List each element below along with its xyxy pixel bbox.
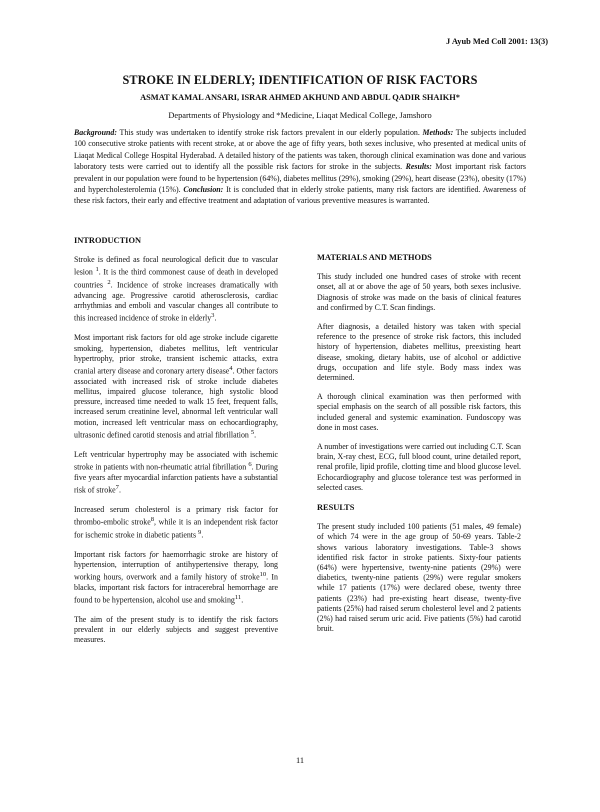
reference-5: 5 xyxy=(250,428,255,436)
text-run: . xyxy=(118,485,121,495)
reference-11: 11 xyxy=(234,593,242,601)
reference-8: 8 xyxy=(150,515,155,523)
text-run: . During five years after myocardial infarction patients have a substantial risk of stroke xyxy=(74,462,278,495)
abstract-background: This study was undertaken to identify stroke risk factors prevalent in our elderly population. xyxy=(116,128,423,137)
text-run: . xyxy=(214,314,217,324)
methods-paragraph-4: A number of investigations were carried out including C.T. Scan brain, X-ray chest, ECG, full blood count, urine detailed report, renal profile, lipid profile, clotting time and blood glucose level. Echocardiography and glucose tolerance test was performed in selected cases. xyxy=(317,442,521,492)
reference-1: 1 xyxy=(95,266,99,274)
reference-6: 6 xyxy=(248,460,252,468)
text-run: Most important risk factors for old age stroke include cigarette smoking, hypertension, diabetes mellitus, left ventricular hypertrophy, prior stroke, transient ischemic attacks, extra cranial artery disease and coronary artery disease xyxy=(74,333,278,376)
abstract-conclusion-label: Conclusion: xyxy=(183,185,224,195)
left-column xyxy=(74,236,278,654)
page-number: 11 xyxy=(295,756,305,765)
text-run: . xyxy=(241,595,244,605)
results-paragraph-1: The present study included 100 patients (51 males, 49 female) of which 74 were in the age group of 50-69 years. Table-2 shows various laboratory investigations. Table-3 shows identified risk factor in stroke patients. Sixty-four patients (64%) were hypertensive, twenty-nine patients (29%) were diabetics, twenty-nine patients (29%) were regular smokers while 17 patients (17%) were declared obese, twenty three patients (23%) had pre-existing heart disease, twenty-five patients (25%) had raised serum cholesterol level and 2 patients (2%) had raised serum uric acid. Five patients (5%) had carotid bruit. xyxy=(317,522,521,634)
intro-paragraph-4 xyxy=(74,505,278,541)
abstract-methods-label: Methods: xyxy=(422,128,454,137)
journal-citation: J Ayub Med Coll 2001: 13(3) xyxy=(446,37,548,46)
reference-2: 2 xyxy=(107,279,111,287)
text-run: . Other factors associated with increased risk of stroke include diabetes mellitus, impaired glucose tolerance, high systolic blood pressure, increased time needed to walk 15 feet, frequent falls, increased serum creatinine level, abnormal left ventricular wall motion, increased left ventricular mass on echocardiography, ultrasonic defined carotid stenosis and atrial fibrillation xyxy=(74,366,278,440)
reference-9: 9 xyxy=(198,528,202,536)
text-run: . xyxy=(254,430,257,440)
article-title: STROKE IN ELDERLY; IDENTIFICATION OF RISK FACTORS xyxy=(122,73,478,87)
text-run: Increased serum cholesterol is a primary risk factor for thrombo-embolic stroke xyxy=(74,504,278,527)
right-column xyxy=(317,253,521,644)
reference-10: 10 xyxy=(259,570,267,578)
intro-paragraph-5 xyxy=(74,550,278,606)
intro-paragraph-6: The aim of the present study is to identify the risk factors prevalent in our elderly subjects and suggest preventive measures. xyxy=(74,614,278,645)
text-run: , while it is an independent risk factor for ischemic stroke in diabetic patients xyxy=(74,517,278,540)
methods-paragraph-1: This study included one hundred cases of stroke with recent onset, all at or above the age of 50 years, both sexes inclusive. Diagnosis of stroke was made on the basis of clinical features and confirmed by C.T. Scan findings. xyxy=(317,272,521,312)
text-run: . It is the third commonest cause of death in developed countries xyxy=(74,268,278,290)
reference-3: 3 xyxy=(211,312,215,320)
reference-7: 7 xyxy=(115,483,119,491)
text-run: . Incidence of stroke increases dramatically with advancing age. Progressive carotid atherosclerosis, cardiac arrhythmias and emboli and vascular changes all contribute to this increased incidence of stroke in elderly xyxy=(74,280,278,324)
results-heading: RESULTS xyxy=(317,503,355,513)
introduction-heading: INTRODUCTION xyxy=(74,236,142,245)
intro-paragraph-1 xyxy=(74,255,278,324)
affiliation: Departments of Physiology and *Medicine, Liaqat Medical College, Jamshoro xyxy=(168,111,432,120)
methods-paragraph-3: A thorough clinical examination was then performed with special emphasis on the search of all possible risk factors, this included general and systemic examination. Fundoscopy was done in most cases. xyxy=(317,392,521,432)
abstract-methods: The subjects included 100 consecutive stroke patients with recent stroke, at or above the age of fifty years, both sexes inclusive, who presented at medical units of Liaqat Medical College Hospital Hyderabad. A detailed history of the patients was taken, thorough clinical examination was done and various laboratory tests were carried out to identify all the possible risk factors for stroke in the subjects. xyxy=(74,128,526,172)
intro-paragraph-3 xyxy=(74,450,278,496)
text-run: . In blacks, important risk factors for intracerebral hemorrhage are found to be hypertension, alcohol use and smoking xyxy=(74,572,279,605)
abstract-results: Most important risk factors prevalent in our population were found to be hypertension (64%), diabetes mellitus (29%), smoking (29%), heart disease (23%), obesity (17%) and hypercholesterolemia (15%). xyxy=(74,162,526,195)
text-run: Stroke is defined as focal neurological deficit due to vascular lesion xyxy=(74,255,278,278)
intro-paragraph-2 xyxy=(74,333,278,440)
methods-paragraph-2: After diagnosis, a detailed history was taken with special reference to the presence of stroke risk factors, this included history of hypertension, diabetes mellitus, preexisting heart disease, smoking, dietary habits, use of alcohol or addictive drugs, occupation and life style. Body mass index was determined. xyxy=(317,322,521,383)
emphasis: for xyxy=(149,549,159,559)
abstract-results-label: Results: xyxy=(405,162,432,172)
abstract-background-label: Background: xyxy=(74,128,117,137)
abstract xyxy=(74,127,526,207)
text-run: haemorrhagic stroke are history of hypertension, interruption of antihypertensive therapy, long working hours, overwork and a family history of stroke xyxy=(74,549,278,582)
text-run: Left ventricular hypertrophy may be associated with ischemic stroke in patients with non-rheumatic atrial fibrillation xyxy=(74,449,278,472)
text-run: . xyxy=(201,530,204,540)
abstract-conclusion: It is concluded that in elderly stroke patients, many risk factors are identified. Awareness of these risk factors, their early and effective treatment and adaptation of various preventive measures is warranted. xyxy=(74,185,527,206)
text-run: Important risk factors xyxy=(74,549,150,559)
author-list: ASMAT KAMAL ANSARI, ISRAR AHMED AKHUND AND ABDUL QADIR SHAIKH* xyxy=(140,93,460,102)
methods-heading: MATERIALS AND METHODS xyxy=(317,253,432,262)
reference-4: 4 xyxy=(229,364,233,372)
